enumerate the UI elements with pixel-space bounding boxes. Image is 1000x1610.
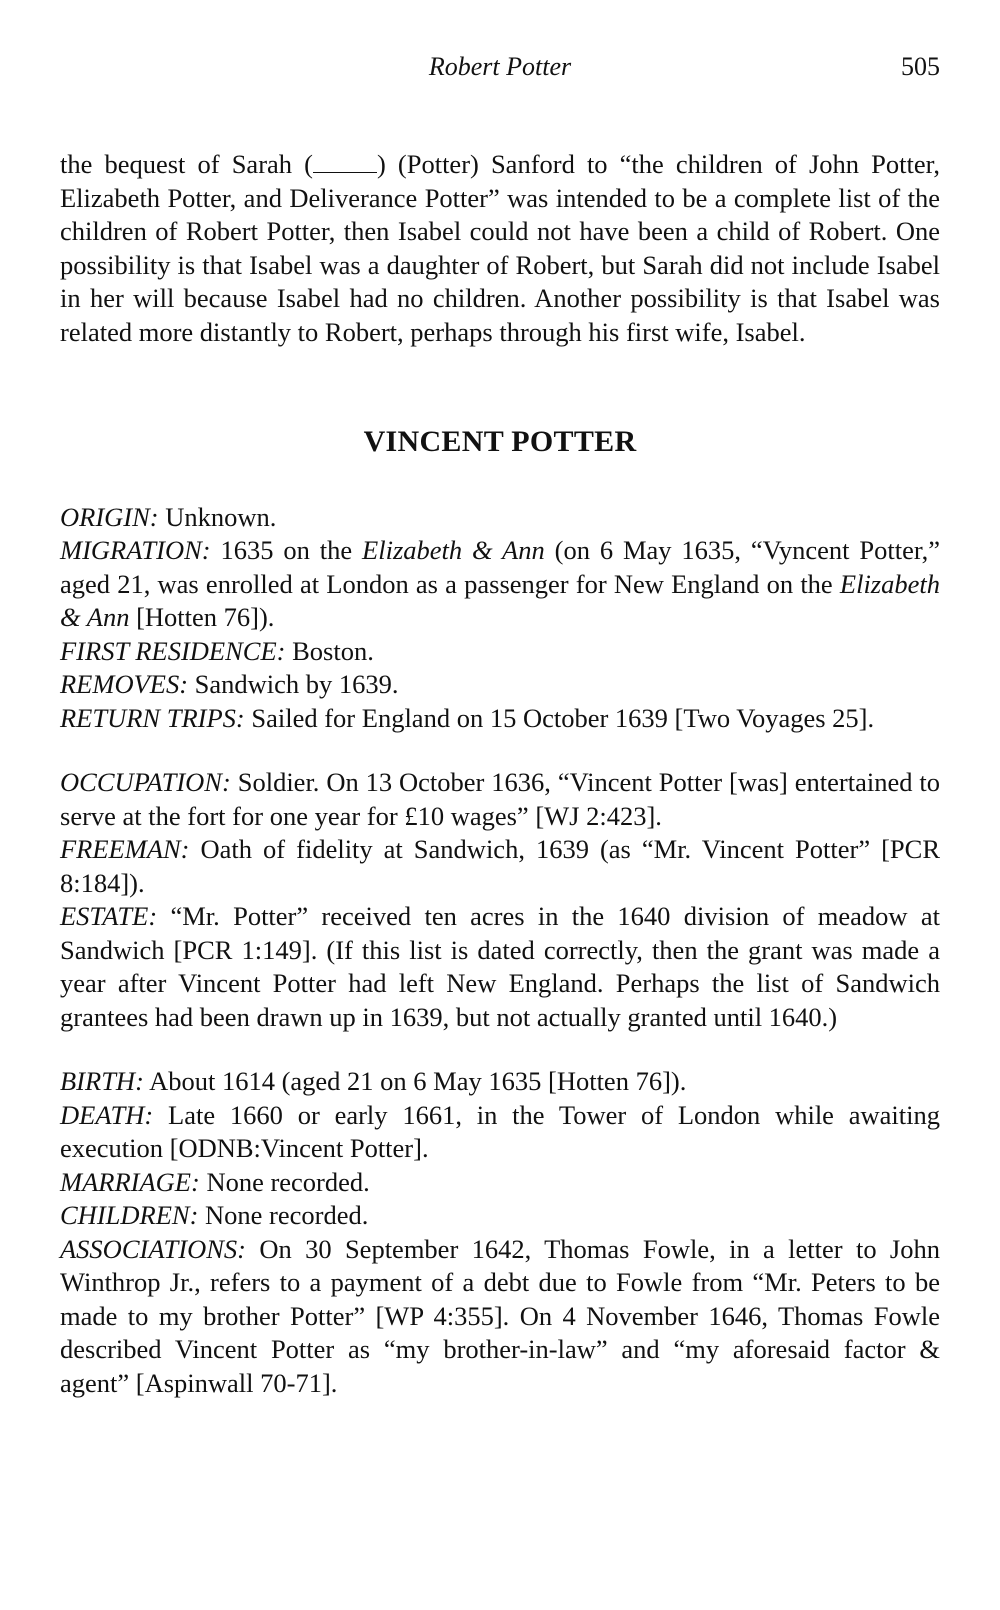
- death-label: DEATH:: [60, 1099, 154, 1130]
- children-entry: [60, 1199, 940, 1233]
- origin-label: ORIGIN:: [60, 501, 159, 532]
- first-residence-text: Boston.: [285, 635, 374, 666]
- migration-entry: [60, 534, 940, 635]
- page-number: 505: [901, 52, 940, 81]
- removes-entry: [60, 668, 940, 702]
- page-header: [60, 52, 940, 88]
- migration-text-2: (on 6 May 1635, “Vyncent Potter,” aged 21, was enrolled at London as a passenger for New England on the: [60, 535, 941, 599]
- first-residence-label: FIRST RESIDENCE:: [60, 635, 286, 666]
- intro-text-1: the bequest of Sarah (: [60, 149, 313, 179]
- estate-label: ESTATE:: [60, 901, 158, 931]
- estate-text: “Mr. Potter” received ten acres in the 1640 division of meadow at Sandwich [PCR 1:149]. (If this list is dated correctly, then the grant was made a year after Vincent Potter had left New England. Perhaps the list of Sandwich grantees had been drawn up in 1639, but not actually granted until 1640.): [60, 901, 940, 1032]
- birth-entry: [60, 1065, 940, 1099]
- birth-label: BIRTH:: [60, 1066, 144, 1096]
- freeman-text: Oath of fidelity at Sandwich, 1639 (as “Mr. Vincent Potter” [PCR 8:184]).: [60, 834, 940, 898]
- associations-entry: [60, 1233, 940, 1401]
- running-head: Robert Potter: [428, 52, 572, 81]
- ship-name: Elizabeth & Ann: [362, 535, 545, 565]
- return-trips-text: Sailed for England on 15 October 1639 [Two Voyages 25].: [244, 702, 875, 733]
- removes-label: REMOVES:: [60, 669, 189, 699]
- associations-text: On 30 September 1642, Thomas Fowle, in a letter to John Winthrop Jr., refers to a payment of a debt due to Fowle from “Mr. Peters to be made to my brother Potter” [WP 4:355]. On 4 November 1646, Thomas Fowle described Vincent Potter as “my brother-in-law” and “my aforesaid factor & agent” [Aspinwall 70-71].: [60, 1233, 940, 1398]
- marriage-entry: [60, 1166, 940, 1200]
- marriage-text: None recorded.: [199, 1166, 370, 1197]
- origin-entry: [60, 501, 940, 535]
- origin-text: Unknown.: [158, 501, 277, 532]
- intro-paragraph: [60, 148, 940, 349]
- migration-label: MIGRATION:: [60, 535, 211, 565]
- freeman-entry: [60, 833, 940, 900]
- migration-text-1: 1635 on the: [210, 535, 363, 565]
- ship-name-2: Elizabeth & Ann: [60, 568, 940, 632]
- children-text: None recorded.: [198, 1200, 369, 1230]
- children-label: CHILDREN:: [60, 1200, 199, 1230]
- migration-text-3: [Hotten 76]).: [129, 602, 275, 632]
- occupation-label: OCCUPATION:: [60, 767, 231, 797]
- death-entry: [60, 1099, 940, 1166]
- return-trips-entry: [60, 702, 940, 736]
- return-trips-label: RETURN TRIPS:: [60, 702, 245, 733]
- occupation-entry: [60, 766, 940, 833]
- occupation-text: Soldier. On 13 October 1636, “Vincent Potter [was] entertained to serve at the fort for one year for £10 wages” [WJ 2:423].: [60, 767, 940, 831]
- death-text: Late 1660 or early 1661, in the Tower of London while awaiting execution [ODNB:Vincent Potter].: [60, 1099, 940, 1163]
- section-heading: VINCENT POTTER: [363, 425, 637, 458]
- removes-text: Sandwich by 1639.: [188, 669, 399, 699]
- marriage-label: MARRIAGE:: [60, 1166, 200, 1197]
- associations-label: ASSOCIATIONS:: [60, 1233, 246, 1264]
- blank-line: [313, 171, 377, 173]
- freeman-label: FREEMAN:: [60, 834, 190, 864]
- first-residence-entry: [60, 635, 940, 669]
- intro-text-2: ) (Potter) Sanford to “the children of John Potter, Elizabeth Potter, and Deliverance Potter” was intended to be a complete list of the children of Robert Potter, then Isabel could not have been a child of Robert. One possibility is that Isabel was a daughter of Robert, but Sarah did not include Isabel in her will because Isabel had no children. Another possibility is that Isabel was related more distantly to Robert, perhaps through his first wife, Isabel.: [60, 149, 941, 347]
- birth-text: About 1614 (aged 21 on 6 May 1635 [Hotten 76]).: [143, 1066, 687, 1096]
- estate-entry: [60, 900, 940, 1034]
- page-body: [60, 148, 940, 1400]
